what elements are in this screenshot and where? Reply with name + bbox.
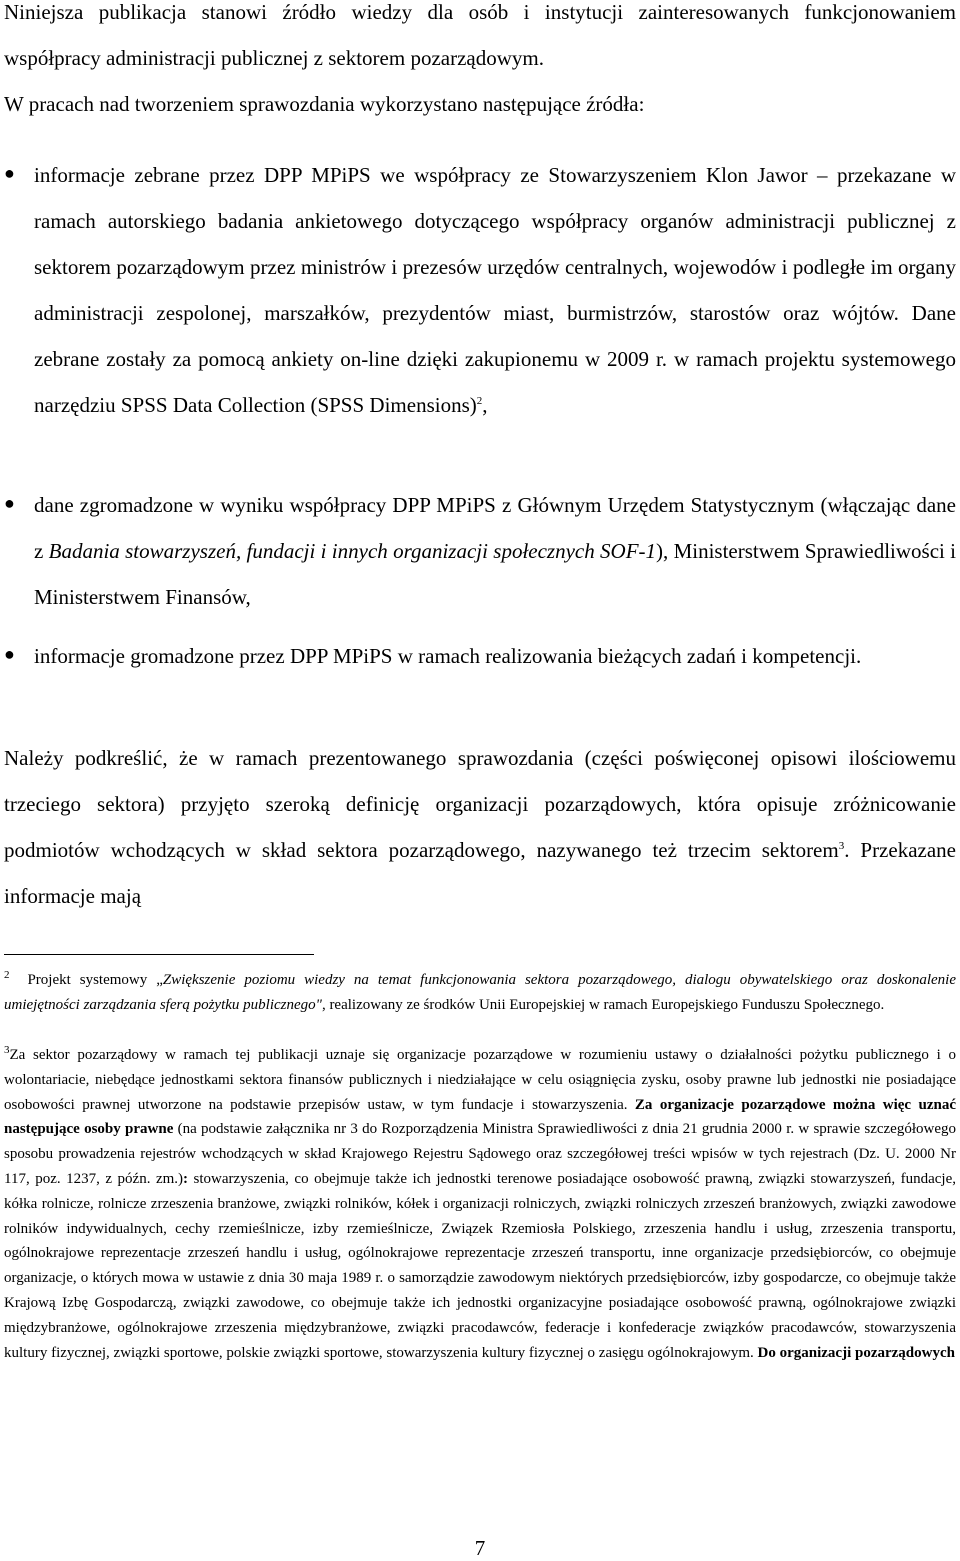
footnote-3-bold-1: Za organizacje pozarządowe można więc uznać następujące osoby prawne bbox=[4, 1096, 956, 1138]
list-item bbox=[34, 633, 956, 679]
bullet-2-text-b: ), Ministerstwem Sprawiedliwości i Ministerstwem Finansów, bbox=[34, 539, 956, 609]
intro-line-1: Niniejsza publikacja stanowi źródło wiedzy dla osób i instytucji zainteresowanych funkcjonowaniem współpracy administracji publicznej z sektorem pozarządowym. bbox=[4, 0, 956, 70]
bullet-2-text-a: dane zgromadzone w wyniku współpracy DPP MPiPS z Głównym Urzędem Statystycznym (włączając dane z bbox=[34, 493, 956, 563]
footnote-2-text-b: , realizowany ze środków Unii Europejskiej w ramach Europejskiego Funduszu Społecznego. bbox=[321, 996, 885, 1013]
footnote-2-italic: Zwiększenie poziomu wiedzy na temat funkcjonowania sektora pozarządowego, dialogu obywatelskiego oraz doskonalenie umiejętności zarządzania sferą pożytku publicznego" bbox=[4, 972, 956, 1013]
footnote-3-number: 3 bbox=[4, 1044, 10, 1056]
paragraph-text: Należy podkreślić, że w ramach prezentowanego sprawozdania (części poświęconej opisowi ilościowemu trzeciego sektora) przyjęto szeroką definicję organizacji pozarządowych, która opisuje zróżnicowanie podmiotów wchodzących w skład sektora pozarządowego, nazywanego też trzecim sektorem bbox=[4, 746, 956, 862]
list-item bbox=[34, 482, 956, 620]
footnote-3-text-a: Za sektor pozarządowy w ramach tej publikacji uznaje się organizacje pozarządowe w rozumieniu ustawy o działalności pożytku publicznego i o wolontariacie, niebędące jednostkami sektora finansów publicznych i niedziałające w celu osiągnięcia zysku, osoby prawne lub jednostki nie posiadające osobowości prawnej utworzone na podstawie przepisów ustaw, w tym fundacje i stowarzyszenia. bbox=[4, 1047, 956, 1113]
footnote-ref-3: 3 bbox=[838, 840, 845, 852]
intro-line-2: W pracach nad tworzeniem sprawozdania wykorzystano następujące źródła: bbox=[4, 92, 645, 116]
footnote-3 bbox=[4, 1043, 956, 1365]
footnote-divider bbox=[4, 954, 314, 955]
bullet-3-text: informacje gromadzone przez DPP MPiPS w ramach realizowania bieżących zadań i kompetencji. bbox=[34, 644, 862, 668]
bullet-1-text: informacje zebrane przez DPP MPiPS we współpracy ze Stowarzyszeniem Klon Jawor – przekazane w ramach autorskiego badania ankietowego dotyczącego współpracy organów administracji publicznej z sektorem pozarządowym przez ministrów i prezesów urzędów centralnych, wojewodów i podległe im organy administracji zespolonej, marszałków, prezydentów miast, burmistrzów, starostów oraz wójtów. Dane zebrane zostały za pomocą ankiety on-line dzięki zakupionemu w 2009 r. w ramach projektu systemowego narzędziu SPSS Data Collection (SPSS Dimensions) bbox=[34, 163, 956, 417]
footnote-2 bbox=[4, 968, 956, 1018]
bullet-icon: ● bbox=[4, 644, 15, 664]
intro-paragraph bbox=[4, 0, 956, 127]
paragraph-tail: . Przekazane informacje mają bbox=[4, 838, 956, 908]
bullet-1-end: , bbox=[482, 393, 488, 417]
footnote-3-text-b: (na podstawie załącznika nr 3 do Rozporządzenia Ministra Sprawiedliwości z dnia 21 grudnia 2000 r. w sprawie szczegółowego sposobu prowadzenia rejestrów wchodzących w skład Krajowego Rejestru Sądowego oraz szczegółowej treści wpisów w tych rejestrach (Dz. U. 2000 Nr 117, poz. 1237, z późn. zm.) bbox=[4, 1121, 956, 1187]
bullet-icon: ● bbox=[4, 163, 15, 183]
footnote-2-text-a: Projekt systemowy „ bbox=[27, 972, 163, 988]
footnote-3-colon: : bbox=[183, 1170, 189, 1187]
footnote-3-bold-2: Do organizacji pozarządowych bbox=[757, 1344, 955, 1361]
footnote-3-text-c: stowarzyszenia, co obejmuje także ich jednostki terenowe posiadające osobowość prawną, związki stowarzyszeń, fundacje, kółka rolnicze, rolnicze zrzeszenia branżowe, związki rolników, kółek i organizacji rolniczych, związki rolniczych zrzeszeń branżowych, związki zawodowe rolników indywidualnych, cechy rzemieślnicze, izby rzemieślnicze, Związek Rzemiosła Polskiego, zrzeszenia handlu i usług, zrzeszenia transportu, ogólnokrajowe reprezentacje zrzeszeń handlu i usług, ogólnokrajowe reprezentacje zrzeszeń transportu, inne organizacje przedsiębiorców, co obejmuje organizacje, o których mowa w ustawie z dnia 30 maja 1989 r. o samorządzie zawodowym niektórych przedsiębiorców, izby gospodarcze, co obejmuje także Krajową Izbę Gospodarczą, związki zawodowe, co obejmuje także ich jednostki organizacyjne posiadające osobowość prawną, ogólnokrajowe związki międzybranżowe, ogólnokrajowe zrzeszenia międzybranżowe, związki pracodawców, federacje i konfederacje związków pracodawców, stowarzyszenia kultury fizycznej, związki sportowe, polskie związki sportowe, stowarzyszenia kultury fizycznej o zasięgu ogólnokrajowym. bbox=[4, 1170, 956, 1361]
body-paragraph bbox=[4, 735, 956, 919]
bullet-2-italic: Badania stowarzyszeń, fundacji i innych organizacji społecznych SOF-1 bbox=[48, 539, 657, 563]
footnote-2-number: 2 bbox=[4, 969, 10, 981]
page-number: 7 bbox=[474, 1536, 486, 1560]
list-item bbox=[34, 152, 956, 428]
footnote-ref-2: 2 bbox=[476, 395, 483, 407]
bullet-icon: ● bbox=[4, 493, 15, 513]
